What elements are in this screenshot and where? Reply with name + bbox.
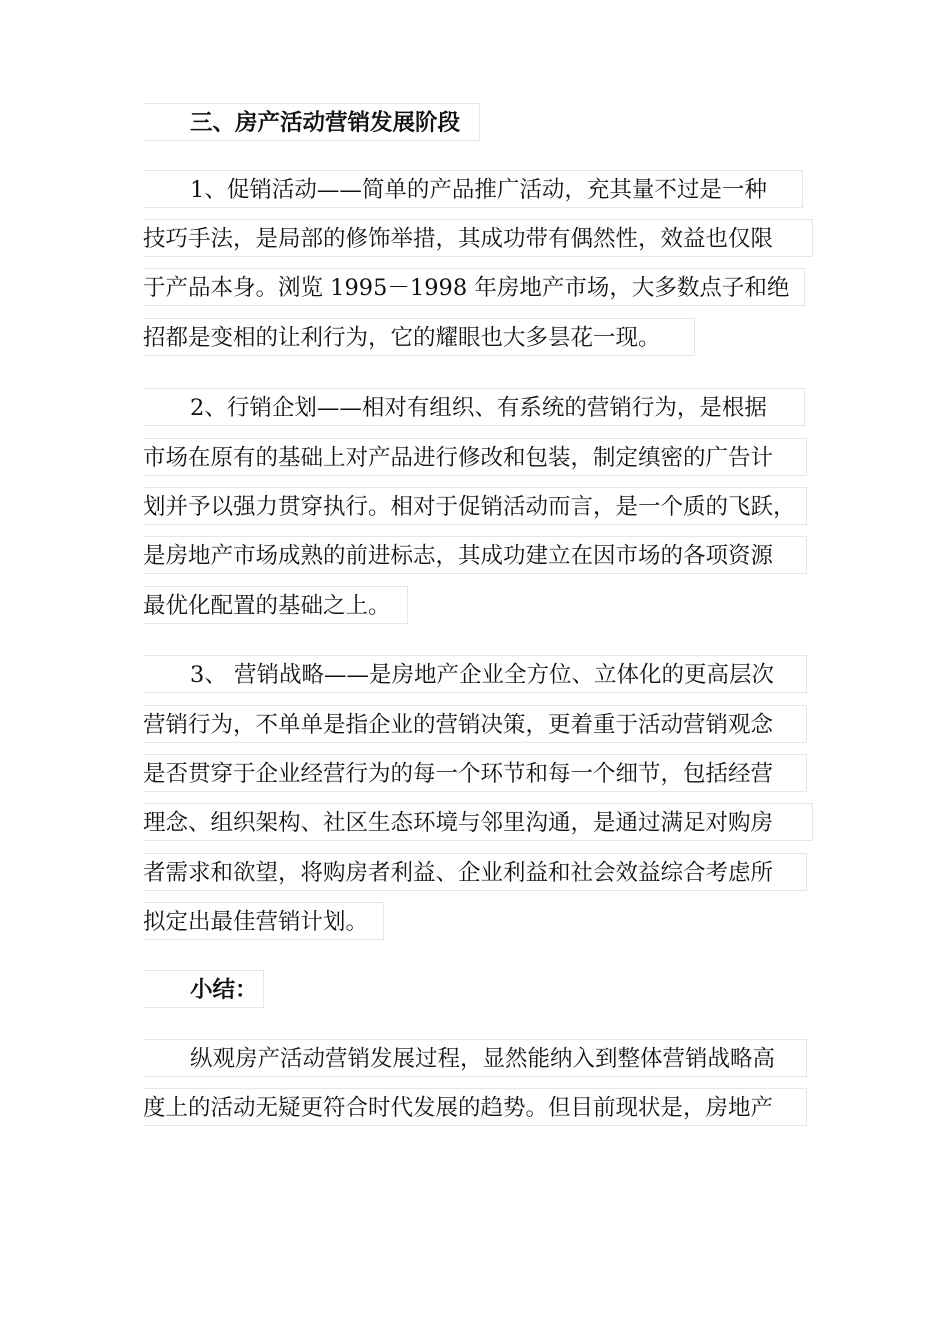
paragraph-line: 划并予以强力贯穿执行。相对于促销活动而言，是一个质的飞跃，: [143, 487, 807, 525]
paragraph-line: 3、 营销战略——是房地产企业全方位、立体化的更高层次: [143, 655, 807, 693]
paragraph-line: 2、行销企划——相对有组织、有系统的营销行为，是根据: [143, 388, 805, 426]
paragraph-line: 拟定出最佳营销计划。: [143, 902, 384, 940]
paragraph-line: 于产品本身。浏览 1995－1998 年房地产市场，大多数点子和绝: [143, 268, 805, 306]
paragraph-line: 市场在原有的基础上对产品进行修改和包装，制定缜密的广告计: [143, 438, 807, 476]
paragraph-line: 最优化配置的基础之上。: [143, 586, 408, 624]
paragraph-line: 1、促销活动——简单的产品推广活动，充其量不过是一种: [143, 170, 803, 208]
paragraph-line: 纵观房产活动营销发展过程，显然能纳入到整体营销战略高: [143, 1039, 807, 1077]
paragraph-line: 是房地产市场成熟的前进标志，其成功建立在因市场的各项资源: [143, 536, 807, 574]
paragraph-line: 技巧手法，是局部的修饰举措，其成功带有偶然性，效益也仅限: [143, 219, 813, 257]
summary-heading: 小结：: [143, 970, 264, 1008]
paragraph-line: 营销行为，不单单是指企业的营销决策，更着重于活动营销观念: [143, 705, 807, 743]
paragraph-line: 度上的活动无疑更符合时代发展的趋势。但目前现状是，房地产: [143, 1088, 807, 1126]
paragraph-line: 招都是变相的让利行为，它的耀眼也大多昙花一现。: [143, 318, 695, 356]
paragraph-line: 理念、组织架构、社区生态环境与邻里沟通，是通过满足对购房: [143, 803, 813, 841]
paragraph-line: 者需求和欲望，将购房者利益、企业利益和社会效益综合考虑所: [143, 853, 807, 891]
paragraph-line: 是否贯穿于企业经营行为的每一个环节和每一个细节，包括经营: [143, 754, 807, 792]
section-heading: 三、房产活动营销发展阶段: [143, 103, 480, 141]
